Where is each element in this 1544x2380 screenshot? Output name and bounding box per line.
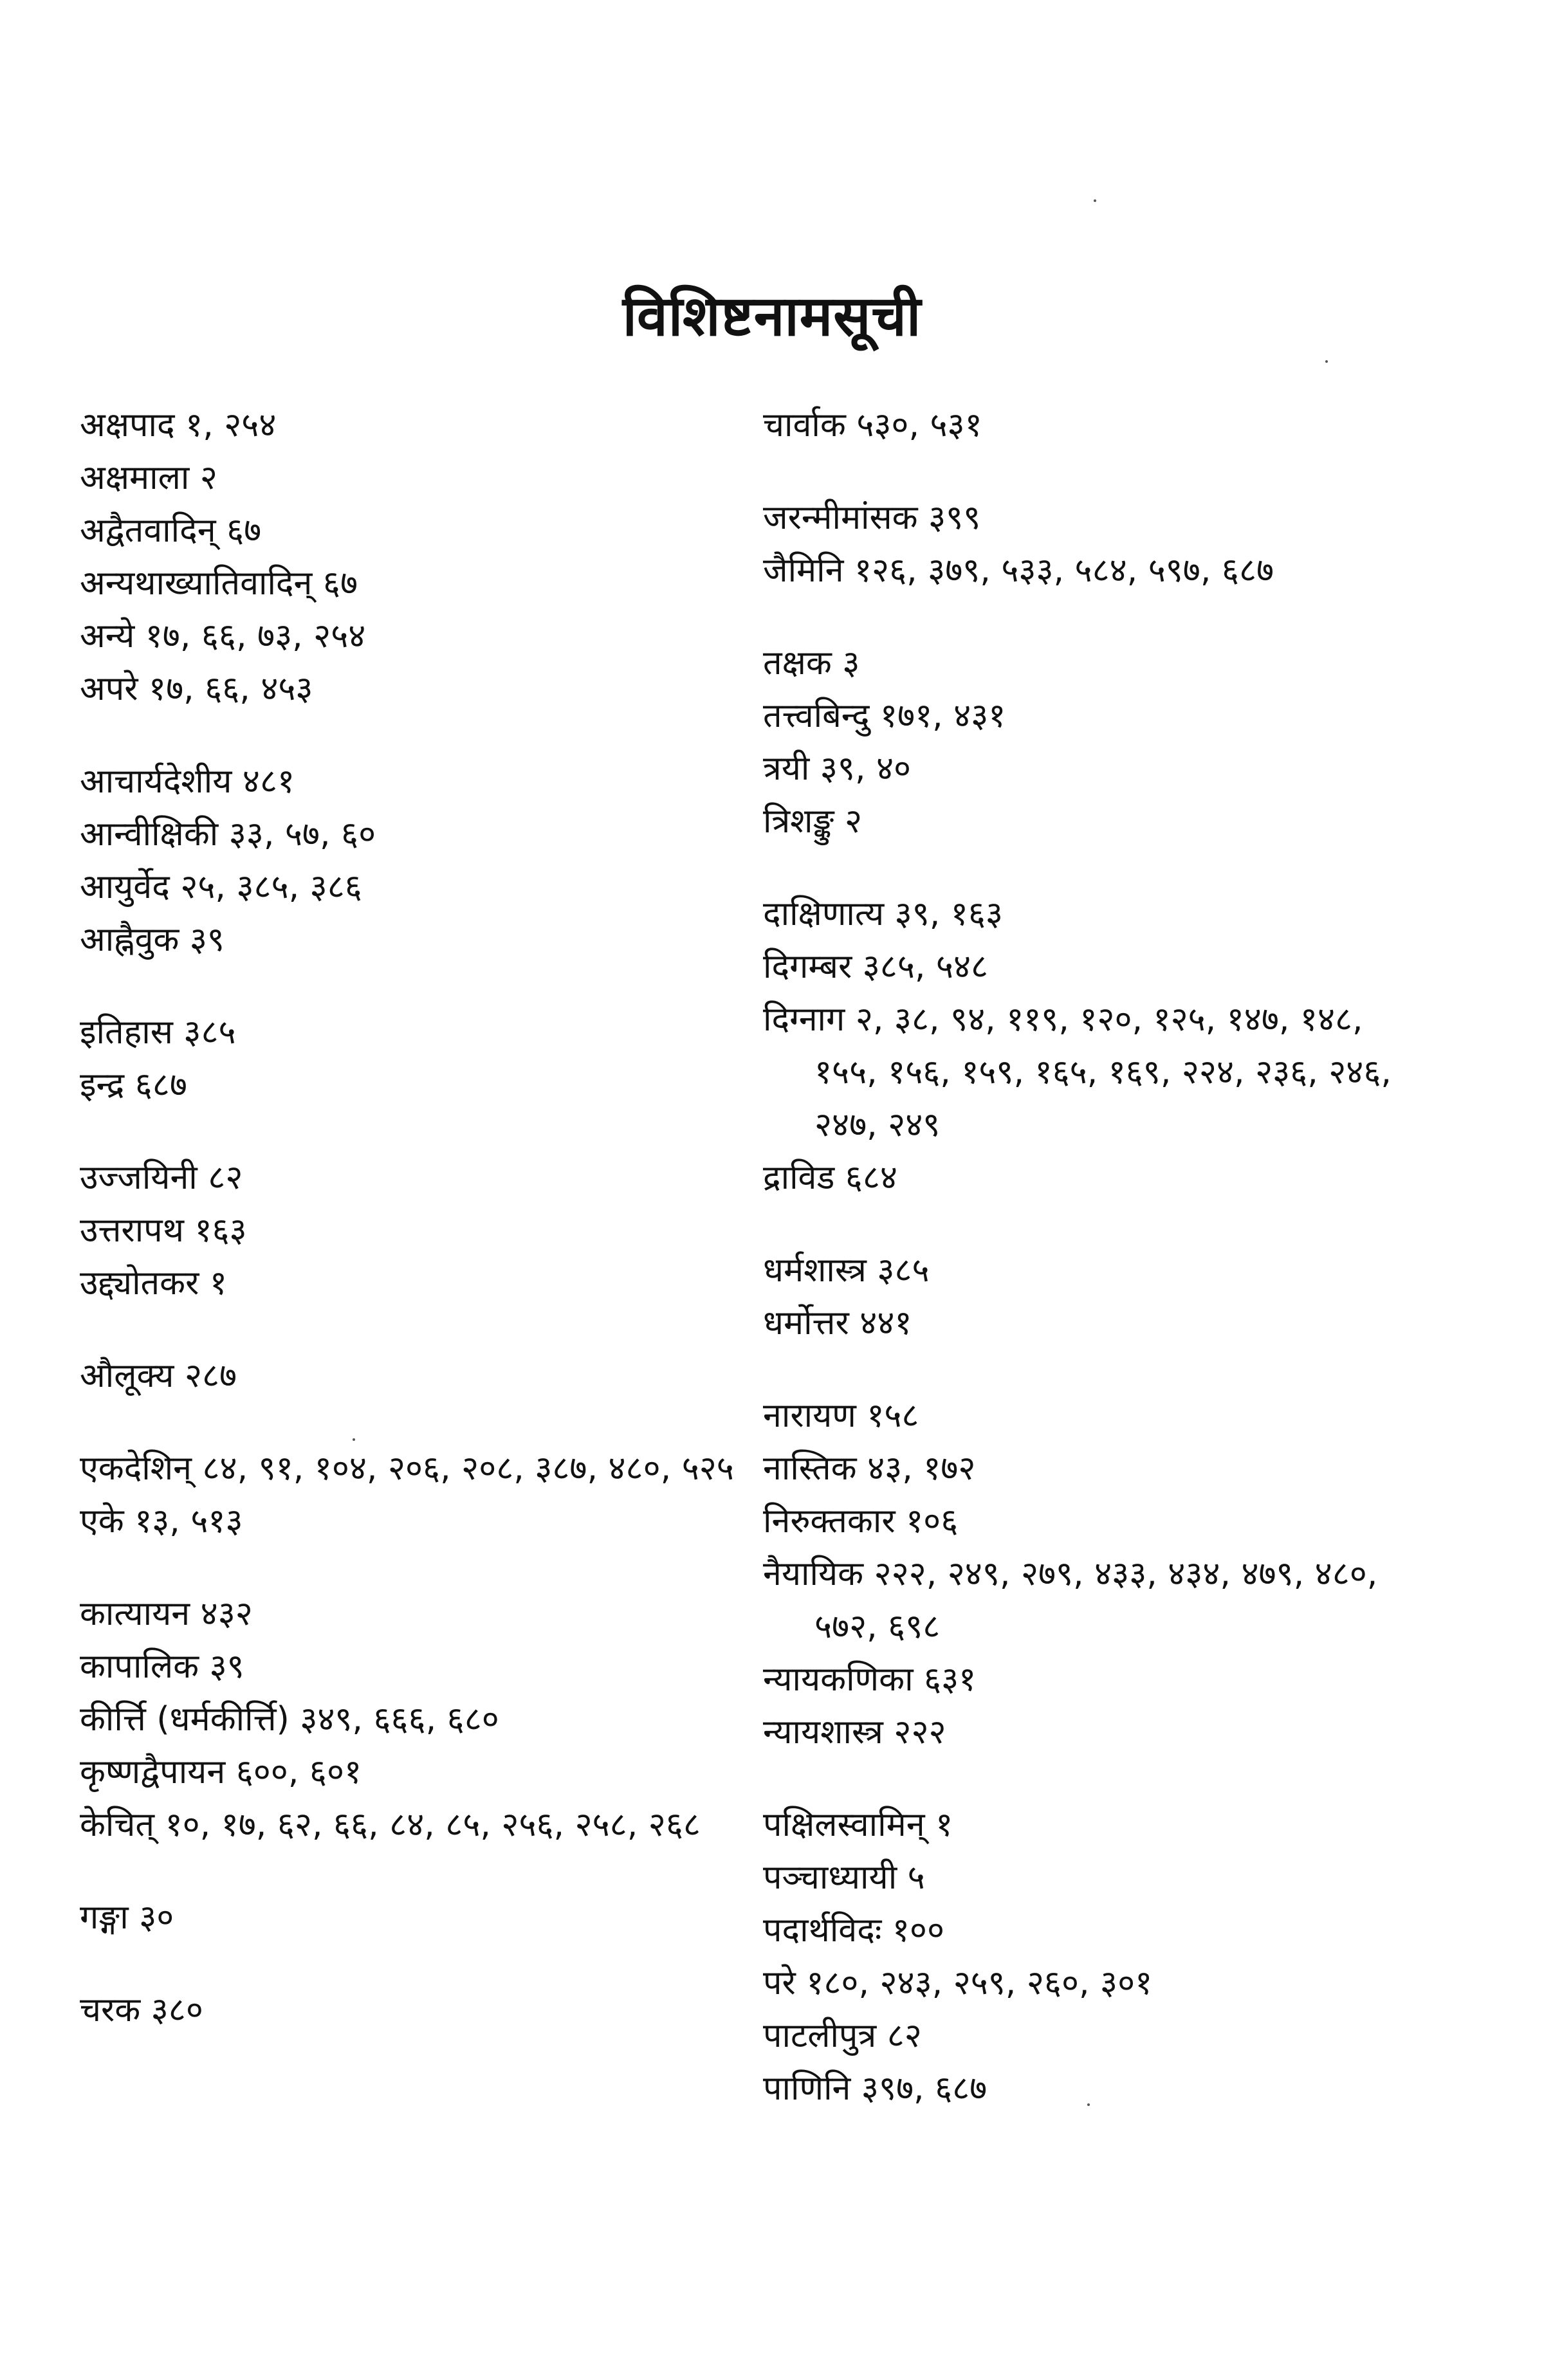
index-entry: न्यायकणिका ६३१ bbox=[763, 1660, 977, 1699]
index-group bbox=[763, 1244, 1419, 1350]
index-entry: तक्षक ३ bbox=[763, 644, 860, 682]
index-entry: दाक्षिणात्य ३९, १६३ bbox=[763, 895, 1003, 933]
index-entry: एके १३, ५१३ bbox=[80, 1502, 243, 1541]
index-entry: परे १८०, २४३, २५९, २६०, ३०१ bbox=[763, 1964, 1153, 2002]
index-column-right bbox=[763, 399, 1419, 2155]
index-group bbox=[763, 399, 1419, 452]
index-entry: एकदेशिन् ८४, ९१, १०४, २०६, २०८, ३८७, ४८०, ५२५ bbox=[80, 1449, 734, 1488]
index-entry: निरुक्तकार १०६ bbox=[763, 1502, 959, 1541]
index-group bbox=[763, 637, 1419, 848]
scan-speck bbox=[1325, 360, 1328, 363]
index-entry: उद्द्योतकर १ bbox=[80, 1264, 227, 1303]
scan-speck bbox=[1087, 2103, 1090, 2106]
index-entry: जरन्मीमांसक ३९९ bbox=[763, 499, 981, 537]
index-entry: अद्वैतवादिन् ६७ bbox=[80, 511, 262, 550]
index-entry: धर्मोत्तर ४४१ bbox=[763, 1304, 912, 1342]
index-entry: पाणिनि ३९७, ६८७ bbox=[763, 2069, 988, 2108]
index-entry: जैमिनि १२६, ३७९, ५३३, ५८४, ५९७, ६८७ bbox=[763, 551, 1274, 590]
index-entry: औलूक्य २८७ bbox=[80, 1357, 237, 1395]
index-group bbox=[763, 491, 1419, 597]
index-entry: इतिहास ३८५ bbox=[80, 1013, 236, 1052]
index-entry: कापालिक ३९ bbox=[80, 1647, 244, 1686]
index-entry: पक्षिलस्वामिन् १ bbox=[763, 1806, 953, 1844]
index-group bbox=[763, 1389, 1419, 1759]
index-group bbox=[80, 1350, 736, 1402]
index-entry: पदार्थविदः १०० bbox=[763, 1911, 944, 1950]
index-entry: आयुर्वेद २५, ३८५, ३८६ bbox=[80, 868, 362, 906]
index-group bbox=[80, 1588, 736, 1851]
index-entry: अक्षपाद १, २५४ bbox=[80, 406, 277, 444]
index-group bbox=[80, 1151, 736, 1310]
index-entry: तत्त्वबिन्दु १७१, ४३१ bbox=[763, 697, 1006, 735]
index-entry: कात्यायन ४३२ bbox=[80, 1595, 253, 1633]
index-entry: चरक ३८० bbox=[80, 1991, 203, 2029]
scan-speck bbox=[1094, 199, 1096, 202]
index-entry: द्राविड ६८४ bbox=[763, 1158, 897, 1197]
index-entry: अन्ये १७, ६६, ७३, २५४ bbox=[80, 617, 366, 655]
index-entry: केचित् १०, १७, ६२, ६६, ८४, ८५, २५६, २५८, २६८ bbox=[80, 1806, 701, 1844]
index-group bbox=[80, 755, 736, 966]
index-entry: नैयायिक २२२, २४९, २७९, ४३३, ४३४, ४७९, ४८०, ५७२, ६९८ bbox=[763, 1555, 1378, 1646]
index-entry: चार्वाक ५३०, ५३१ bbox=[763, 406, 982, 444]
index-entry: न्यायशास्त्र २२२ bbox=[763, 1713, 946, 1752]
index-entry: आह्नैवुक ३९ bbox=[80, 920, 225, 959]
index-group bbox=[80, 399, 736, 715]
index-entry: गङ्गा ३० bbox=[80, 1898, 174, 1937]
index-group bbox=[80, 1984, 736, 2037]
index-group bbox=[80, 1006, 736, 1112]
page-title: विशिष्टनामसूची bbox=[622, 284, 922, 349]
scan-speck bbox=[353, 1438, 355, 1441]
index-entry: पाटलीपुत्र ८२ bbox=[763, 2017, 922, 2055]
index-entry: उत्तरापथ १६३ bbox=[80, 1211, 247, 1250]
index-entry: कृष्णद्वैपायन ६००, ६०१ bbox=[80, 1753, 362, 1791]
index-entry: आचार्यदेशीय ४८१ bbox=[80, 762, 295, 801]
index-group bbox=[80, 1891, 736, 1944]
index-column-left bbox=[80, 399, 736, 2076]
index-entry: नास्तिक ४३, १७२ bbox=[763, 1449, 976, 1488]
index-group bbox=[763, 1799, 1419, 2115]
index-entry: अपरे १७, ६६, ४५३ bbox=[80, 670, 313, 708]
index-entry: पञ्चाध्यायी ५ bbox=[763, 1858, 925, 1897]
index-group bbox=[763, 888, 1419, 1204]
index-entry: अन्यथाख्यातिवादिन् ६७ bbox=[80, 564, 358, 603]
index-entry: धर्मशास्त्र ३८५ bbox=[763, 1251, 930, 1290]
index-entry: त्रिशङ्कु २ bbox=[763, 802, 863, 841]
index-entry: त्रयी ३९, ४० bbox=[763, 749, 912, 788]
index-entry: अक्षमाला २ bbox=[80, 459, 217, 497]
index-entry: इन्द्र ६८७ bbox=[80, 1066, 187, 1104]
index-entry: दिग्नाग २, ३८, ९४, ११९, १२०, १२५, १४७, १४८, १५५, १५६, १५९, १६५, १६९, २२४, २३६, २४६, २४७, २४९ bbox=[763, 1000, 1392, 1144]
index-entry: आन्वीक्षिकी ३३, ५७, ६० bbox=[80, 815, 376, 854]
index-entry: कीर्त्ति (धर्मकीर्त्ति) ३४९, ६६६, ६८० bbox=[80, 1700, 499, 1739]
index-entry: दिगम्बर ३८५, ५४८ bbox=[763, 947, 989, 986]
index-entry: नारायण १५८ bbox=[763, 1396, 919, 1435]
index-entry: उज्जयिनी ८२ bbox=[80, 1158, 243, 1197]
index-group bbox=[80, 1442, 736, 1548]
